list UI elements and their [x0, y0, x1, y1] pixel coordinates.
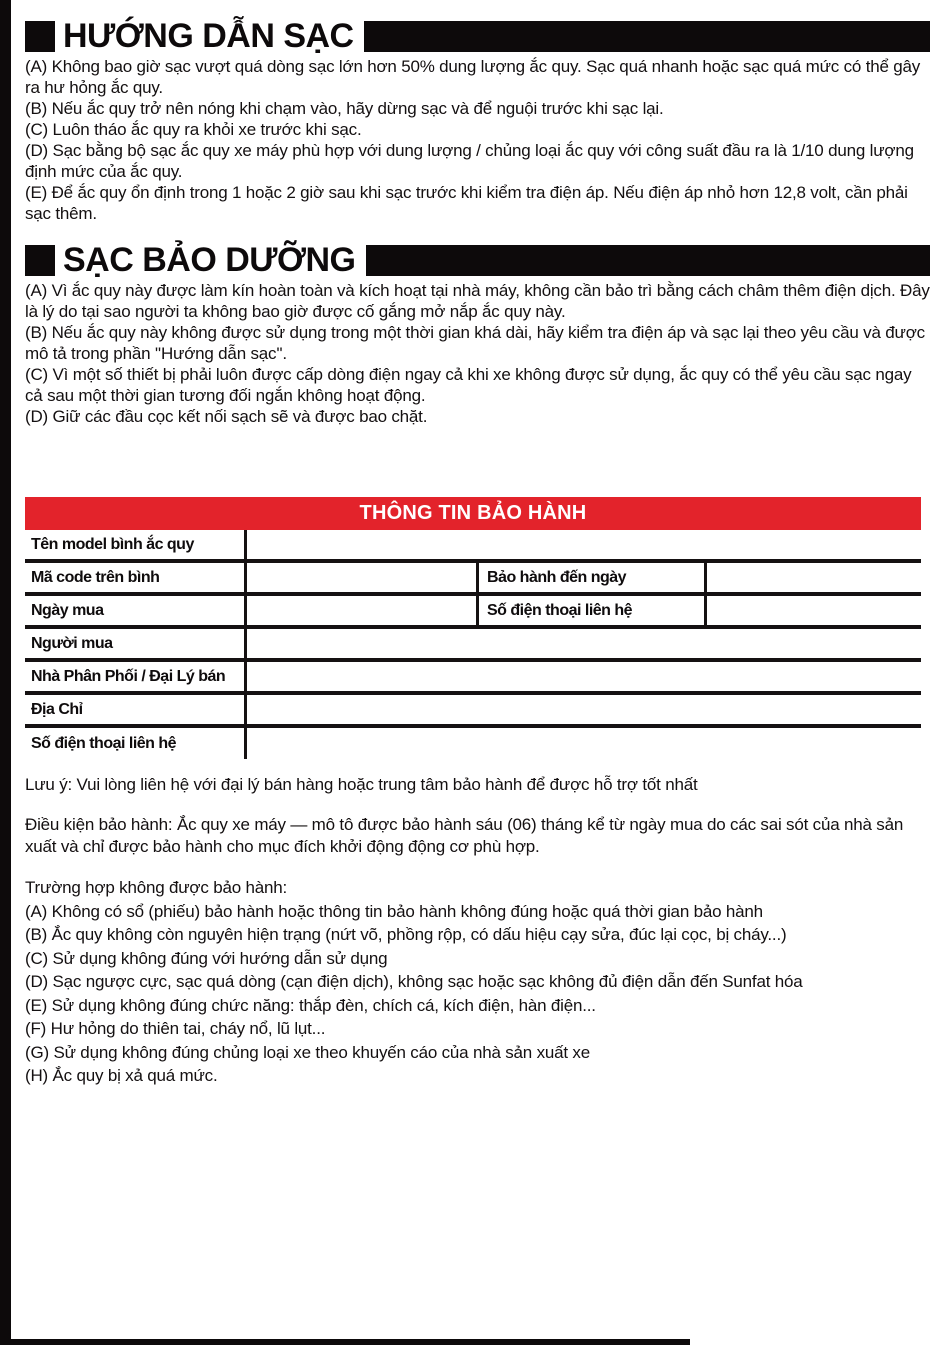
table-cell-label: Mã code trên bình: [25, 563, 247, 592]
section-charging-instructions: [25, 17, 930, 224]
table-row-battery-code: [25, 563, 921, 596]
table-cell-value-blank: [247, 695, 921, 724]
note-text: Điều kiện bảo hành: Ắc quy xe máy — mô tô được bảo hành sáu (06) tháng kể từ ngày mua do các sai sót của nhà sản xuất và chỉ được bảo hành cho mục đích khởi động động cơ phù hợp.: [25, 815, 904, 856]
table-row-address: [25, 695, 921, 728]
table-cell-label: Số điện thoại liên hệ: [479, 596, 707, 625]
table-cell-value-blank: [247, 563, 479, 592]
maintenance-item-c: (C) Vì một số thiết bị phải luôn được cấp dòng điện ngay cả khi xe không được sử dụng, ắc quy có thể yêu cầu sạc ngay cả sau một thời gian tương đối ngắn không hoạt động.: [25, 365, 912, 405]
black-square-bullet-icon: [25, 245, 55, 276]
note-warranty-conditions: [25, 814, 930, 858]
table-cell-label: Ngày mua: [25, 596, 247, 625]
table-cell-label: Nhà Phân Phối / Đại Lý bán: [25, 662, 247, 691]
table-cell-value-blank: [247, 530, 921, 559]
section-title: SẠC BẢO DƯỠNG: [63, 241, 356, 279]
instruction-item-b: (B) Nếu ắc quy trở nên nóng khi chạm vào, hãy dừng sạc và để nguội trước khi sạc lại.: [25, 99, 664, 118]
exclusions-title: Trường hợp không được bảo hành:: [25, 878, 288, 897]
maintenance-item-d: (D) Giữ các đầu cọc kết nối sạch sẽ và được bao chặt.: [25, 407, 428, 426]
black-square-bullet-icon: [25, 21, 55, 52]
section-maintenance-charging: [25, 241, 930, 427]
exclusion-item-e: (E) Sử dụng không đúng chức năng: thắp đèn, chích cá, kích điện, hàn điện...: [25, 995, 596, 1015]
table-row-distributor: [25, 662, 921, 695]
maintenance-item-a: (A) Vì ắc quy này được làm kín hoàn toàn và kích hoạt tại nhà máy, không cần bảo trì bằng cách châm thêm điện dịch. Đây là lý do tại sao người ta không bao giờ được cố gắng mở nắp ắc quy này.: [25, 281, 930, 321]
maintenance-item-b: (B) Nếu ắc quy này không được sử dụng trong một thời gian khá dài, hãy kiểm tra điện áp và sạc lại theo yêu cầu và được mô tả trong phần ''Hướng dẫn sạc''.: [25, 323, 925, 363]
table-row-buyer: [25, 629, 921, 662]
bottom-edge-bar: [0, 1339, 690, 1345]
exclusion-item-g: (G) Sử dụng không đúng chủng loại xe theo khuyến cáo của nhà sản xuất xe: [25, 1042, 590, 1062]
section-header: [25, 241, 930, 279]
warranty-table-title: THÔNG TIN BẢO HÀNH: [25, 497, 921, 530]
warranty-table: [25, 497, 921, 759]
header-rule-bar: [364, 21, 930, 52]
exclusion-item-d: (D) Sạc ngược cực, sạc quá dòng (cạn điện dịch), không sạc hoặc sạc không đủ điện dẫn đến Sunfat hóa: [25, 972, 803, 991]
table-cell-value-blank: [707, 563, 921, 592]
note-contact-support: [25, 774, 930, 796]
section-body: [25, 56, 930, 224]
instruction-item-d: (D) Sạc bằng bộ sạc ắc quy xe máy phù hợp với dung lượng / chủng loại ắc quy với công suất đầu ra là 1/10 dung lượng định mức của ắc quy.: [25, 141, 914, 181]
table-cell-value-blank: [247, 728, 921, 759]
instruction-item-e: (E) Để ắc quy ổn định trong 1 hoặc 2 giờ sau khi sạc trước khi kiểm tra điện áp. Nếu điện áp nhỏ hơn 12,8 volt, cần phải sạc thêm.: [25, 183, 908, 223]
table-cell-value-blank: [707, 596, 921, 625]
section-title: HƯỚNG DẪN SẠC: [63, 17, 354, 55]
section-body: [25, 280, 930, 427]
table-cell-value-blank: [247, 629, 921, 658]
header-rule-bar: [366, 245, 931, 276]
table-row-purchase-date: [25, 596, 921, 629]
table-cell-label: Số điện thoại liên hệ: [25, 728, 247, 759]
table-cell-value-blank: [247, 596, 479, 625]
table-cell-label: Địa Chỉ: [25, 695, 247, 724]
note-text: Lưu ý: Vui lòng liên hệ với đại lý bán hàng hoặc trung tâm bảo hành để được hỗ trợ tốt nhất: [25, 775, 698, 794]
exclusion-item-a: (A) Không có sổ (phiếu) bảo hành hoặc thông tin bảo hành không đúng hoặc quá thời gian bảo hành: [25, 901, 763, 921]
left-edge-bar: [0, 0, 11, 1345]
table-cell-label: Tên model bình ắc quy: [25, 530, 247, 559]
table-cell-label: Người mua: [25, 629, 247, 658]
section-header: [25, 17, 930, 55]
table-cell-value-blank: [247, 662, 921, 691]
exclusion-item-f: (F) Hư hỏng do thiên tai, cháy nổ, lũ lụt...: [25, 1019, 326, 1038]
table-cell-label: Bảo hành đến ngày: [479, 563, 707, 592]
instruction-item-a: (A) Không bao giờ sạc vượt quá dòng sạc lớn hơn 50% dung lượng ắc quy. Sạc quá nhanh hoặc sạc quá mức có thể gây ra hư hỏng ắc quy.: [25, 57, 921, 97]
exclusion-item-b: (B) Ắc quy không còn nguyên hiện trạng (nứt võ, phồng rộp, có dấu hiệu cạy sửa, đúc lại cọc, bị cháy...): [25, 925, 787, 944]
table-row-contact-phone: [25, 728, 921, 759]
warranty-exclusions: [25, 876, 930, 1088]
exclusion-item-c: (C) Sử dụng không đúng với hướng dẫn sử dụng: [25, 948, 388, 968]
table-row-model-name: [25, 530, 921, 563]
exclusion-item-h: (H) Ắc quy bị xả quá mức.: [25, 1066, 218, 1085]
instruction-item-c: (C) Luôn tháo ắc quy ra khỏi xe trước khi sạc.: [25, 120, 362, 139]
